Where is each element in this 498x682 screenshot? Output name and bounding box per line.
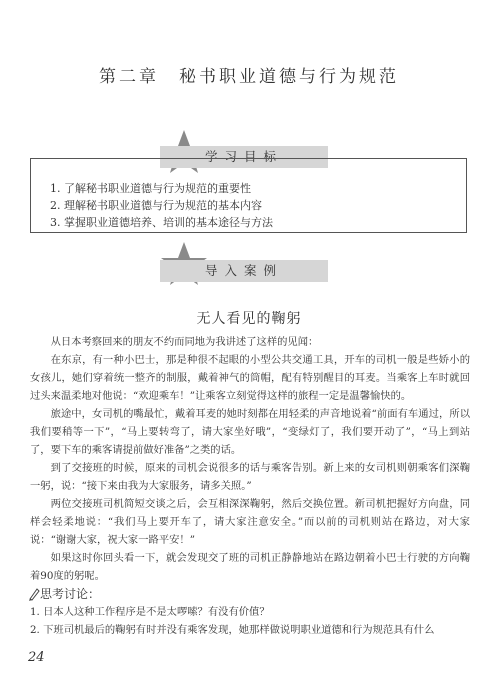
paragraph: 旅途中，女司机的嘴最忙，戴着耳麦的她时刻都在用轻柔的声音地说着“前面有车通过，所以我们要稍等一下”，“马上要转弯了，请大家坐好哦”，“变绿灯了，我们要开动了”，“马上到站了，要下车的乘客请提前做好准备”之类的话。 (30, 408, 470, 456)
section-label-goals: 学习目标 (204, 149, 283, 164)
paragraph: 到了交接班的时候，原来的司机会说很多的话与乘客告别。新上来的女司机则朝乘客们深鞠一躬，说：“接下来由我为大家服务，请多关照。” (30, 462, 470, 492)
case-body (30, 333, 470, 585)
page-number: 24 (28, 650, 45, 665)
paragraph: 从日本考察回来的朋友不约而同地为我讲述了这样的见闻： (50, 336, 319, 348)
paragraph: 两位交接班司机简短交谈之后，会互相深深鞠躬，然后交换位置。新司机把握好方向盘，同样会轻柔地说：“我们马上要开车了，请大家注意安全。”而以前的司机则站在路边，对大家说：“谢谢大家，祝大家一路平安！” (30, 498, 470, 546)
paragraph: 如果这时你回头看一下，就会发现交了班的司机正静静地站在路边朝着小巴士行驶的方向鞠着90度的躬呢。 (30, 552, 470, 582)
case-title: 无人看见的鞠躬 (196, 311, 302, 327)
question-item: 2. 下班司机最后的鞠躬有时并没有乘客发现，她那样做说明职业道德和行为规范具有什么 (30, 624, 435, 636)
goal-item: 2. 理解秘书职业道德与行为规范的基本内容 (50, 199, 262, 212)
goal-item: 3. 掌握职业道德培养、培训的基本途径与方法 (50, 216, 273, 229)
question-item: 1. 日本人这种工作程序是不是太啰嗦？有没有价值？ (30, 606, 270, 618)
paragraph: 在东京，有一种小巴士，那是种很不起眼的小型公共交通工具，开车的司机一般是些娇小的女孩儿，她们穿着统一整齐的制服，戴着神气的筒帽，配有特别醒目的耳麦。当乘客上车时就回过头来温柔地对他说：“欢迎乘车！”让乘客立刻觉得这样的旅程一定是温馨愉快的。 (30, 354, 470, 402)
chapter-title: 第二章 秘书职业道德与行为规范 (99, 67, 399, 87)
pen-icon (28, 587, 40, 601)
think-heading: 思考讨论： (40, 587, 101, 601)
section-band-case (160, 260, 328, 282)
goal-item: 1. 了解秘书职业道德与行为规范的重要性 (50, 182, 251, 195)
goals-list (50, 180, 273, 231)
section-label-case: 导入案例 (204, 263, 283, 278)
